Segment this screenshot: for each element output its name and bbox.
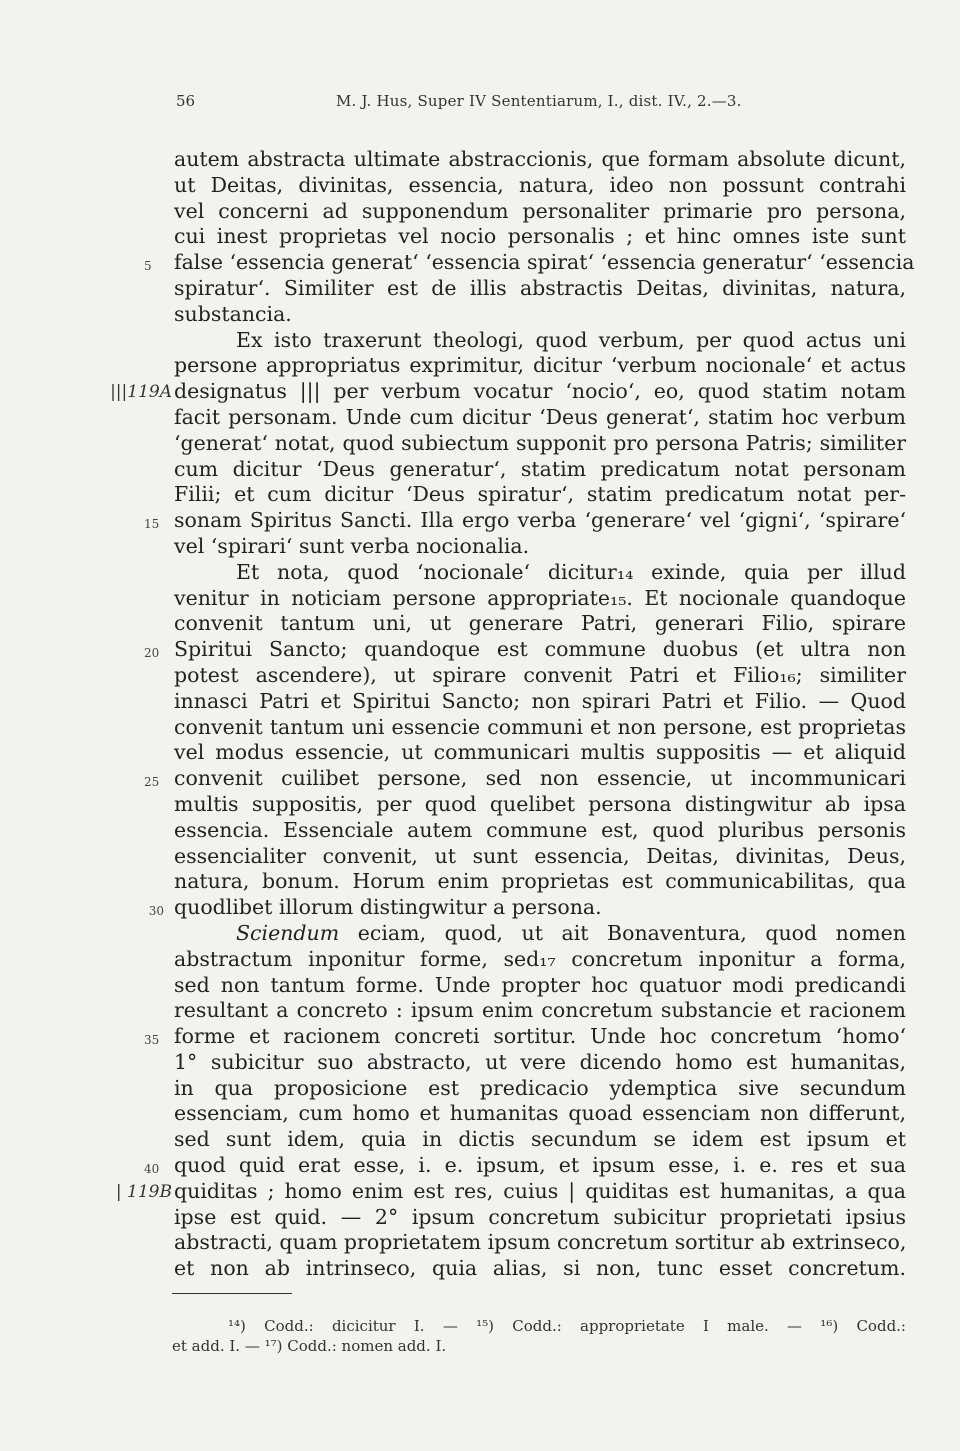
text-line bbox=[174, 998, 906, 1024]
text-line bbox=[144, 1153, 906, 1179]
line-number: 5 bbox=[144, 259, 152, 274]
text-line bbox=[174, 457, 906, 483]
text-line bbox=[174, 1076, 906, 1102]
line-text: multis suppositis, per quod quelibet persona distingwitur ab ipsa bbox=[174, 791, 906, 816]
text-line bbox=[174, 715, 906, 741]
line-text: substancia. bbox=[174, 301, 292, 326]
text-line bbox=[144, 1024, 906, 1050]
line-number: 15 bbox=[144, 517, 160, 532]
line-text: convenit tantum uni, ut generare Patri, generari Filio, spirare bbox=[174, 611, 906, 636]
line-text: vel modus essencie, ut communicari multis suppositis — et aliquid bbox=[174, 740, 906, 765]
line-text: convenit tantum uni essencie communi et non persone, est proprietas bbox=[174, 714, 906, 739]
text-line bbox=[174, 1050, 906, 1076]
footnotes-block bbox=[172, 1316, 906, 1356]
text-line bbox=[148, 895, 906, 921]
text-line bbox=[174, 818, 906, 844]
line-text: autem abstracta ultimate abstraccionis, que formam absolute dicunt, bbox=[174, 147, 906, 171]
line-text: sonam Spiritus Sancti. Illa ergo verba ‘generare‘ vel ‘gigni‘, ‘spirare‘ bbox=[174, 508, 906, 533]
page-header bbox=[176, 92, 906, 116]
line-text: quiditas ; homo enim est res, cuius | quiditas est humanitas, a qua bbox=[174, 1178, 906, 1203]
line-text: abstracti, quam proprietatem ipsum concretum sortitur ab extrinseco, bbox=[174, 1230, 907, 1255]
line-text: Filii; et cum dicitur ‘Deus spiratur‘, statim predicatum notat per- bbox=[174, 482, 906, 507]
line-text: Et nota, quod ‘nocionale‘ dicitur₁₄ exinde, quia per illud bbox=[236, 559, 906, 584]
line-text: quod quid erat esse, i. e. ipsum, et ipsum esse, i. e. res et sua bbox=[174, 1153, 906, 1178]
line-number: 40 bbox=[144, 1162, 160, 1177]
line-text: essenciam, cum homo et humanitas quoad essenciam non differunt, bbox=[174, 1101, 906, 1126]
text-line bbox=[174, 405, 906, 431]
line-text: false ‘essencia generat‘ ‘essencia spirat‘ ‘essencia generatur‘ ‘essencia bbox=[174, 250, 915, 275]
text-line bbox=[174, 328, 906, 354]
line-text: abstractum inponitur forme, sed₁₇ concretum inponitur a forma, bbox=[174, 946, 906, 971]
text-line bbox=[174, 1127, 906, 1153]
text-line bbox=[174, 431, 906, 457]
text-line bbox=[174, 844, 906, 870]
line-text: ipse est quid. — 2° ipsum concretum subicitur proprietati ipsius bbox=[174, 1204, 906, 1229]
line-text: sed non tantum forme. Unde propter hoc quatuor modi predicandi bbox=[174, 972, 906, 997]
line-number: 20 bbox=[144, 646, 160, 661]
text-line bbox=[174, 689, 906, 715]
line-text: quodlibet illorum distingwitur a persona. bbox=[174, 895, 602, 920]
line-text: forme et racionem concreti sortitur. Unde hoc concretum ‘homo‘ bbox=[174, 1024, 906, 1049]
text-line bbox=[174, 147, 906, 173]
text-line bbox=[174, 224, 906, 250]
text-line bbox=[174, 947, 906, 973]
line-text: resultant a concreto : ipsum enim concretum substancie et racionem bbox=[174, 998, 906, 1023]
line-number: 30 bbox=[148, 904, 164, 919]
line-text: ut Deitas, divinitas, essencia, natura, ideo non possunt contrahi bbox=[174, 172, 906, 197]
text-line bbox=[110, 379, 906, 405]
line-number: 35 bbox=[144, 1033, 160, 1048]
text-line bbox=[144, 766, 906, 792]
text-line bbox=[174, 921, 906, 947]
page-number: 56 bbox=[176, 92, 196, 110]
line-text: Spiritui Sancto; quandoque est commune duobus (et ultra non bbox=[174, 637, 906, 662]
line-text: ‘generat‘ notat, quod subiectum supponit pro persona Patris; similiter bbox=[174, 430, 906, 455]
text-line bbox=[144, 637, 906, 663]
line-text: 1° subicitur suo abstracto, ut vere dicendo homo est humanitas, bbox=[174, 1049, 906, 1074]
text-line bbox=[174, 1205, 906, 1231]
text-line bbox=[174, 276, 906, 302]
text-line bbox=[174, 586, 906, 612]
text-line bbox=[174, 482, 906, 508]
main-text-block bbox=[110, 147, 915, 1282]
line-text: persone appropriatus exprimitur, dicitur ‘verbum nocionale‘ et actus bbox=[174, 353, 906, 378]
text-line bbox=[174, 560, 906, 586]
line-text: natura, bonum. Horum enim proprietas est communicabilitas, qua bbox=[174, 869, 906, 894]
text-line bbox=[174, 353, 906, 379]
line-text: essencia. Essenciale autem commune est, quod pluribus personis bbox=[174, 817, 906, 842]
footnote-separator bbox=[172, 1293, 292, 1294]
line-text: cum dicitur ‘Deus generatur‘, statim predicatum notat personam bbox=[174, 456, 906, 481]
text-line bbox=[174, 869, 906, 895]
text-line bbox=[174, 173, 906, 199]
text-line bbox=[174, 199, 906, 225]
line-text: vel ‘spirari‘ sunt verba nocionalia. bbox=[174, 533, 530, 558]
line-text: Ex isto traxerunt theologi, quod verbum, per quod actus uni bbox=[236, 327, 906, 352]
line-text: venitur in noticiam persone appropriate₁₅. Et nocionale quandoque bbox=[174, 585, 906, 610]
line-number: 25 bbox=[144, 775, 160, 790]
line-text: designatus ||| per verbum vocatur ‘nocio‘, eo, quod statim notam bbox=[174, 379, 906, 404]
footnote-line: et add. I. — ¹⁷) Codd.: nomen add. I. bbox=[172, 1337, 447, 1355]
text-line bbox=[144, 250, 915, 276]
line-text: convenit cuilibet persone, sed non essencie, ut incommunicari bbox=[174, 766, 906, 791]
text-line bbox=[144, 508, 906, 534]
running-title: M. J. Hus, Super IV Sententiarum, I., dist. IV., 2.—3. bbox=[336, 92, 742, 110]
line-text: potest ascendere), ut spirare convenit Patri et Filio₁₆; similiter bbox=[174, 662, 906, 687]
manuscript-folio-reference: |||119A bbox=[110, 382, 172, 403]
manuscript-folio-reference: | 119B bbox=[115, 1181, 172, 1202]
text-line bbox=[174, 1256, 906, 1282]
text-line bbox=[174, 1101, 906, 1127]
line-text: cui inest proprietas vel nocio personalis ; et hinc omnes iste sunt bbox=[174, 224, 906, 249]
text-line bbox=[115, 1178, 906, 1205]
italic-emphasis: Sciendum bbox=[236, 920, 340, 945]
line-text: sed sunt idem, quia in dictis secundum se idem est ipsum et bbox=[174, 1127, 906, 1152]
text-line bbox=[174, 792, 906, 818]
text-line bbox=[174, 534, 906, 560]
line-text: spiratur‘. Similiter est de illis abstractis Deitas, divinitas, natura, bbox=[174, 275, 906, 300]
line-text: eciam, quod, ut ait Bonaventura, quod nomen bbox=[357, 920, 906, 945]
text-line bbox=[174, 740, 906, 766]
text-line bbox=[174, 973, 906, 999]
line-text: essencialiter convenit, ut sunt essencia, Deitas, divinitas, Deus, bbox=[174, 843, 906, 868]
line-text: in qua proposicione est predicacio ydemptica sive secundum bbox=[174, 1075, 906, 1100]
text-line bbox=[174, 663, 906, 689]
text-line bbox=[174, 611, 906, 637]
line-text: vel concerni ad supponendum personaliter primarie pro persona, bbox=[174, 198, 906, 223]
text-line bbox=[174, 1230, 906, 1256]
line-text: facit personam. Unde cum dicitur ‘Deus generat‘, statim hoc verbum bbox=[174, 404, 906, 429]
footnote-line: ¹⁴) Codd.: dicicitur I. — ¹⁵) Codd.: approprietate I male. — ¹⁶) Codd.: bbox=[228, 1317, 906, 1335]
text-line bbox=[174, 302, 906, 328]
line-text: et non ab intrinseco, quia alias, si non, tunc esset concretum. bbox=[174, 1256, 906, 1281]
line-text: innasci Patri et Spiritui Sancto; non spirari Patri et Filio. — Quod bbox=[174, 688, 906, 713]
